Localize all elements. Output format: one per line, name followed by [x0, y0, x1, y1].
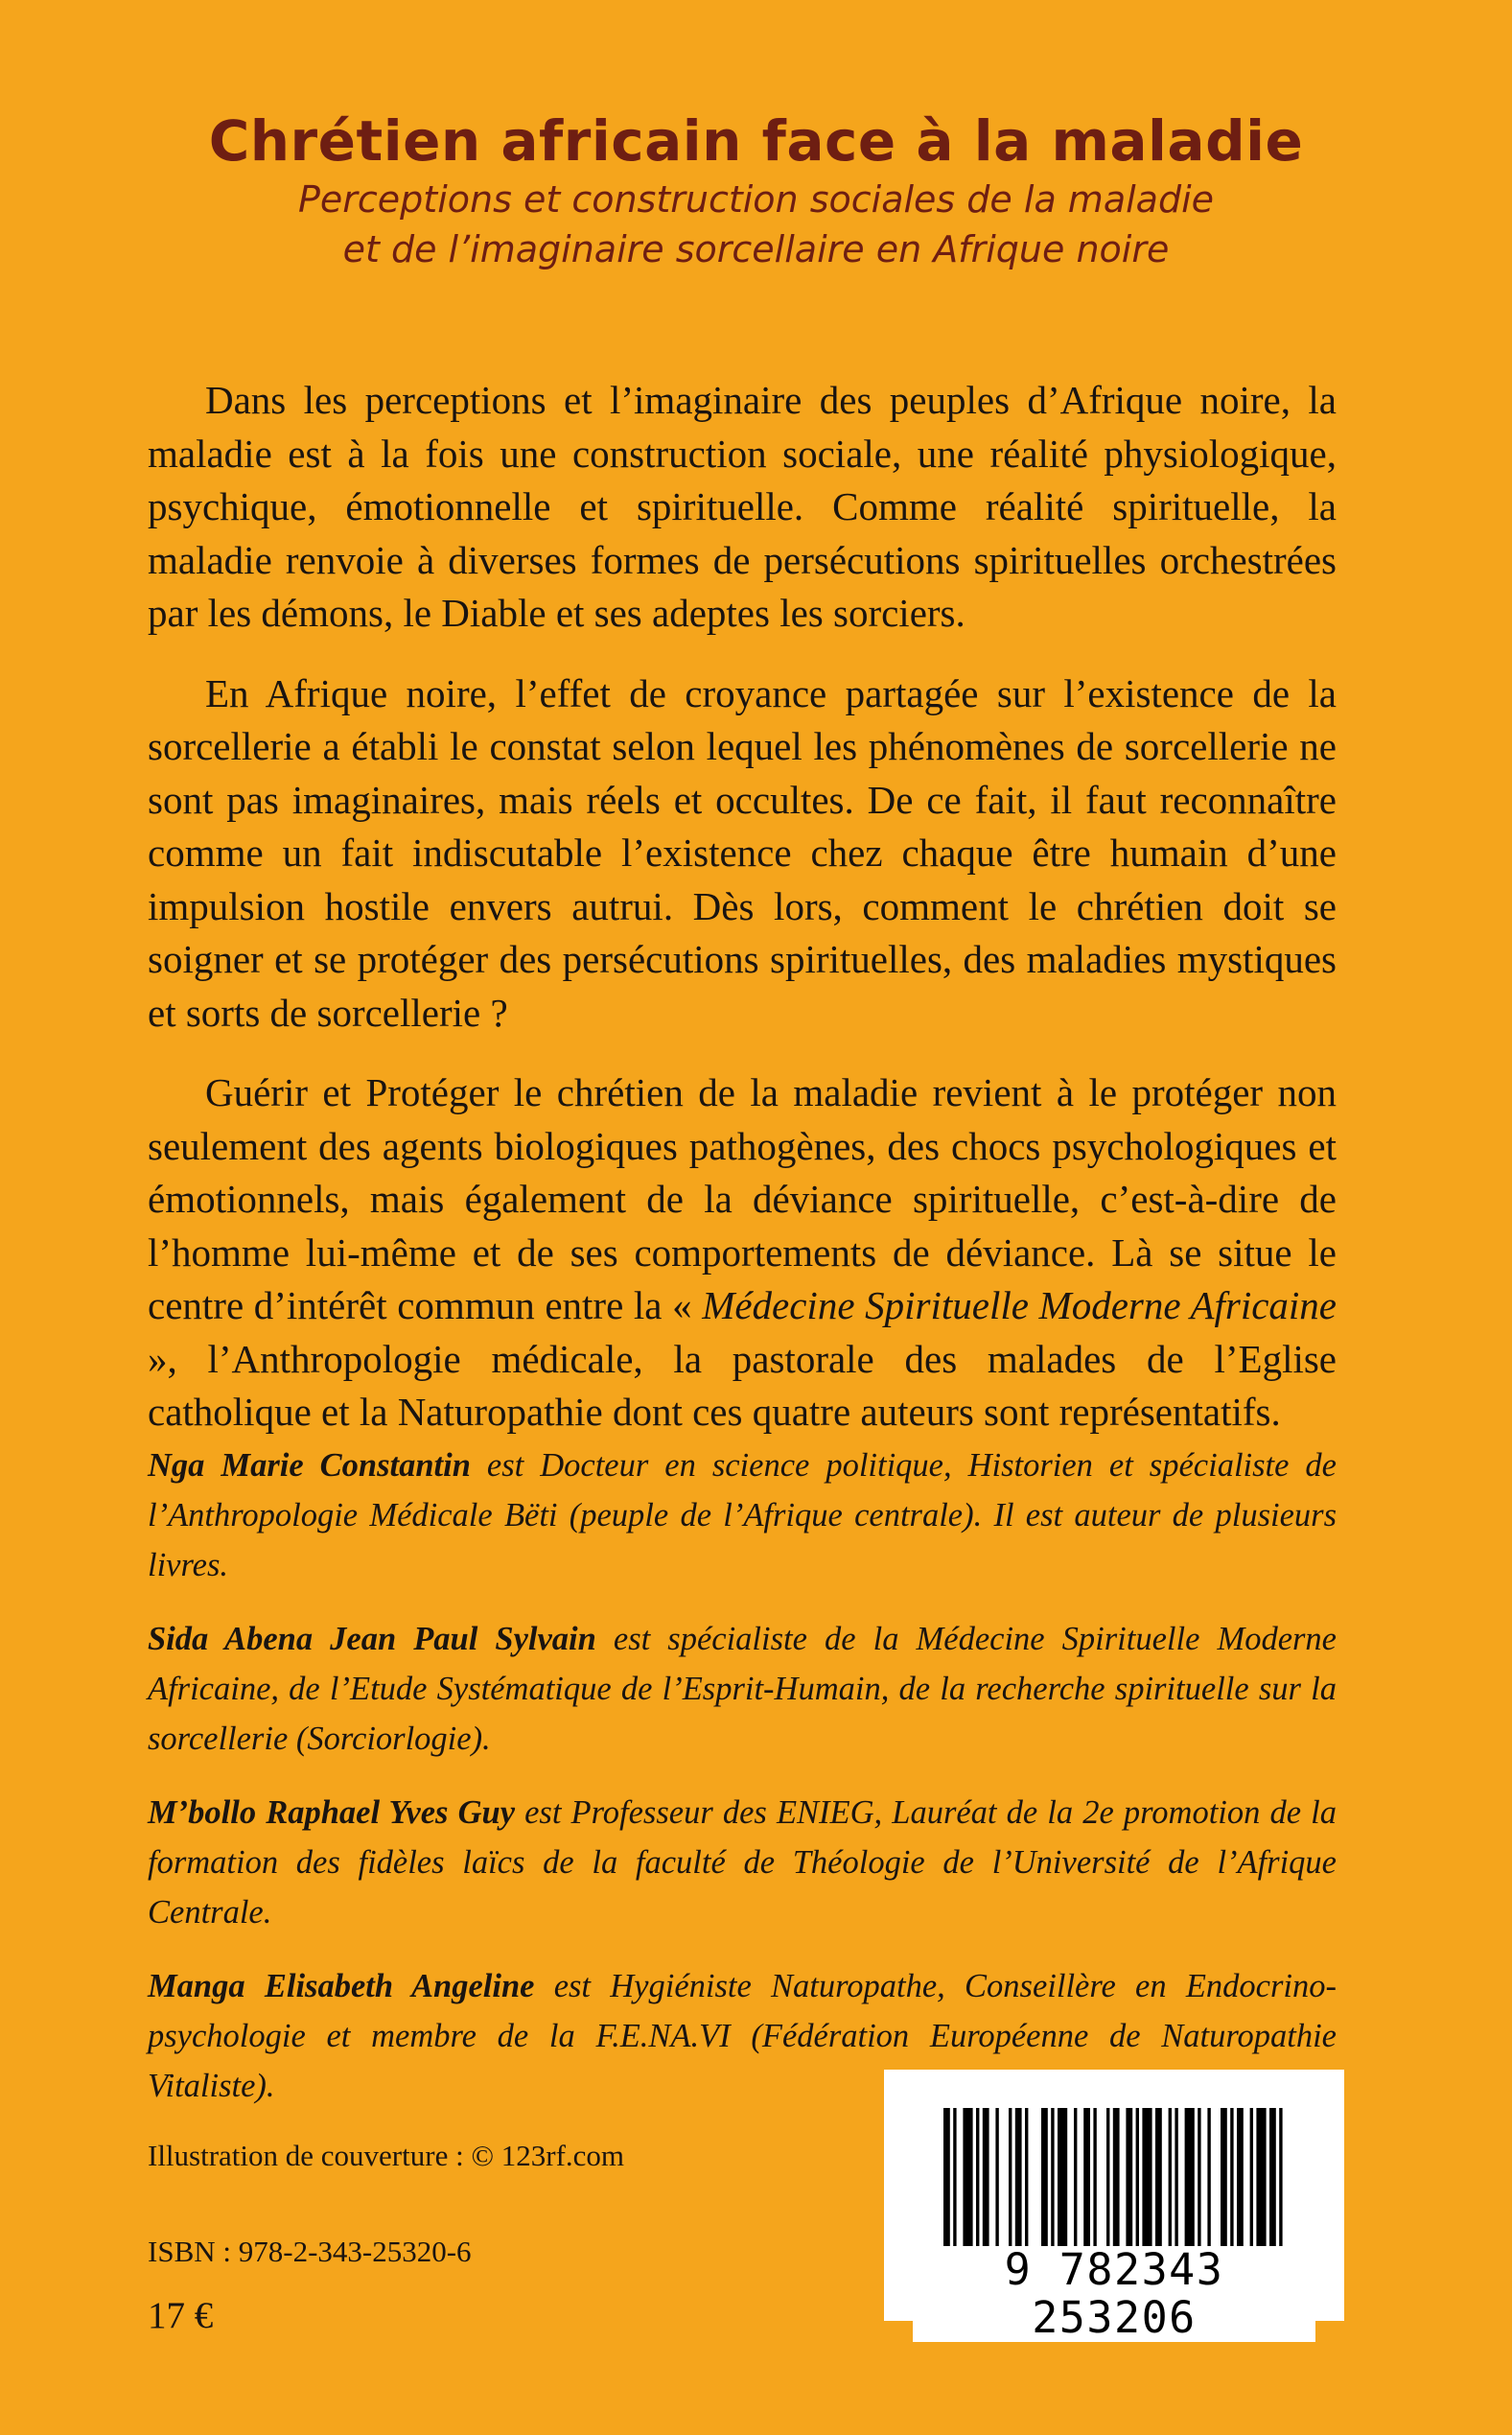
author-bio [148, 1440, 1337, 1590]
barcode-bar [1058, 2108, 1067, 2252]
barcode-bar [1041, 2108, 1048, 2252]
barcode-bar [1083, 2108, 1090, 2252]
blurb-paragraph-3 [148, 1066, 1337, 1440]
barcode-bar [1142, 2108, 1151, 2252]
barcode-bar [1169, 2108, 1172, 2252]
barcode-digits: 9 782343 253206 [913, 2246, 1315, 2342]
barcode-bar [1074, 2108, 1077, 2252]
price: 17 € [148, 2295, 214, 2336]
blurb [148, 374, 1337, 1466]
barcode-bar [963, 2108, 972, 2252]
barcode-bar [1015, 2108, 1022, 2252]
book-subtitle-line-1: Perceptions et construction sociales de la maladie [297, 178, 1215, 221]
barcode-bar [976, 2108, 979, 2252]
author-bios [148, 1440, 1337, 2135]
barcode-bar [1237, 2108, 1244, 2252]
author-name: M’bollo Raphael Yves Guy [148, 1794, 516, 1831]
author-description: est spécialiste de la Médecine Spirituelle Moderne Africaine, de l’Etude Systématique de l’Esprit-Humain, de la recherche spirituelle sur la sorcellerie (Sorciorlogie). [148, 1621, 1337, 1757]
barcode-bar [1250, 2108, 1253, 2252]
barcode-bar [983, 2108, 989, 2252]
author-description: est Professeur des ENIEG, Lauréat de la 2e promotion de la formation des fidèles laïcs de la faculté de Théologie de l’Université de l’Afrique Centrale. [148, 1794, 1338, 1931]
illustration-credit: Illustration de couverture : © 123rf.com [148, 2139, 625, 2172]
author-name: Manga Elisabeth Angeline [148, 1968, 535, 2004]
barcode-bar [1126, 2108, 1132, 2252]
blurb-paragraph-2: En Afrique noire, l’effet de croyance partagée sur l’existence de la sorcellerie a établi le constat selon lequel les phénomènes de sorcellerie ne sont pas imaginaires, mais réels et occultes. De ce fait, il faut reconnaître comme un fait indiscutable l’existence chez chaque être humain d’une impulsion hostile envers autrui. Dès lors, comment le chrétien doit se soigner et se protéger des persécutions spirituelles, des maladies mystiques et sorts de sorcellerie ? [148, 670, 1337, 1035]
author-name: Nga Marie Constantin [148, 1447, 471, 1484]
author-description: est Hygiéniste Naturopathe, Conseillère en Endocrino-psychologie et membre de la F.E.NA.VI (Fédération Européenne de Naturopathie Vitaliste). [148, 1968, 1337, 2104]
barcode-bar [1051, 2108, 1054, 2252]
barcode-bar [1269, 2108, 1276, 2252]
barcode-bar [1113, 2108, 1120, 2252]
barcode-bar [1256, 2108, 1266, 2252]
barcode-bar [1136, 2108, 1139, 2252]
barcode-bar [1025, 2108, 1028, 2252]
author-name: Sida Abena Jean Paul Sylvain [148, 1621, 596, 1657]
author-bio [148, 1614, 1337, 1764]
blurb-paragraph-3-start: Guérir et Protéger le chrétien de la maladie revient à le protéger non seulement des agents biologiques pathogènes, des chocs psychologiques et émotionnels, mais également de la déviance spirituelle, c’est-à-dire de l’homme lui-même et de ses comportements de déviance. Là se situe le centre d’intérêt commun entre la « [148, 1070, 1337, 1327]
barcode-bar [1221, 2108, 1227, 2252]
barcode [884, 2070, 1344, 2343]
barcode-bar [1106, 2108, 1109, 2252]
barcode-bar [995, 2108, 998, 2252]
barcode-bar [1093, 2108, 1096, 2252]
author-description: est Docteur en science politique, Historien et spécialiste de l’Anthropologie Médicale Bëti (peuple de l’Afrique centrale). Il est auteur de plusieurs livres. [148, 1447, 1337, 1583]
cover-header [0, 107, 1512, 274]
barcode-bar [1198, 2108, 1200, 2252]
book-title: Chrétien africain face à la maladie [208, 108, 1304, 174]
blurb-paragraph-1: Dans les perceptions et l’imaginaire des peuples d’Afrique noire, la maladie est à la fois une construction sociale, une réalité physiologique, psychique, émotionnelle et spirituelle. Comme réalité spirituelle, la maladie renvoie à diverses formes de persécutions spirituelles orchestrées par les démons, le Diable et ses adeptes les sorciers. [148, 378, 1337, 635]
author-bio [148, 1788, 1337, 1937]
barcode-bar [1279, 2108, 1282, 2252]
blurb-paragraph-3-end: », l’Anthropologie médicale, la pastorale des malades de l’Eglise catholique et la Naturopathie dont ces quatre auteurs sont représentatifs. [148, 1336, 1337, 1434]
book-subtitle-line-2: et de l’imaginaire sorcellaire en Afrique noire [342, 228, 1170, 270]
barcode-bar [1155, 2108, 1162, 2252]
barcode-bar [1009, 2108, 1012, 2252]
barcode-bar [1230, 2108, 1233, 2252]
isbn: ISBN : 978-2-343-25320-6 [148, 2235, 472, 2268]
blurb-paragraph-3-italic: Médecine Spirituelle Moderne Africaine [702, 1283, 1337, 1327]
barcode-bar [1207, 2108, 1210, 2252]
